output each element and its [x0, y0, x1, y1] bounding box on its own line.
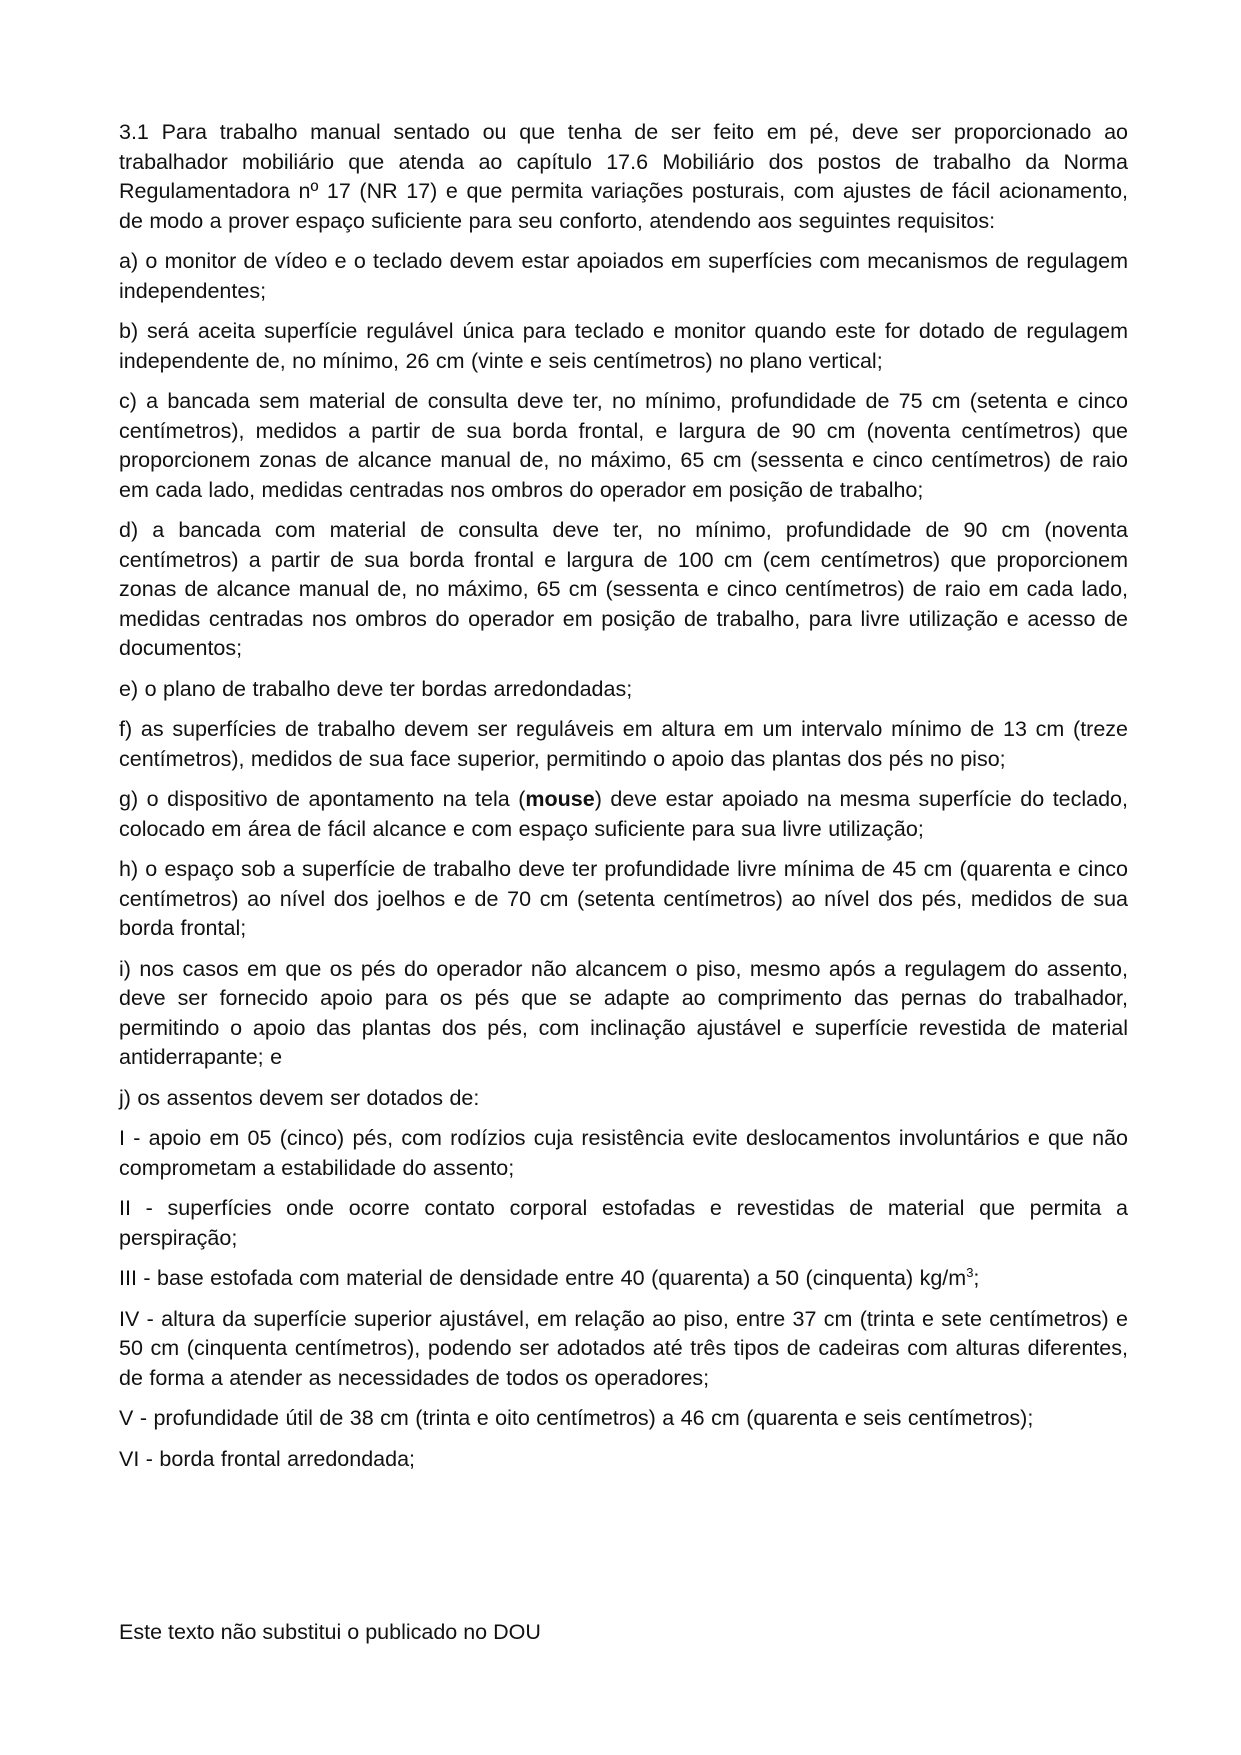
document-body — [119, 118, 1128, 1485]
roman-item-iii — [119, 1264, 1128, 1294]
list-item-i: i) nos casos em que os pés do operador não alcancem o piso, mesmo após a regulagem do assento, deve ser fornecido apoio para os pés que se adapte ao comprimento das pernas do trabalhador, permitindo o apoio das plantas dos pés, com inclinação ajustável e superfície revestida de material antiderrapante; e — [119, 956, 1128, 1069]
roman-item-iii-text: III - base estofada com material de densidade entre 40 (quarenta) a 50 (cinquenta) kg/m — [119, 1266, 967, 1290]
roman-item-iv: IV - altura da superfície superior ajustável, em relação ao piso, entre 37 cm (trinta e sete centímetros) e 50 cm (cinquenta centímetros), podendo ser adotados até três tipos de cadeiras com alturas diferentes, de forma a atender as necessidades de todos os operadores; — [119, 1306, 1128, 1390]
roman-item-ii: II - superfícies onde ocorre contato corporal estofadas e revestidas de material que permita a perspiração; — [119, 1196, 1128, 1250]
list-item-c: c) a bancada sem material de consulta deve ter, no mínimo, profundidade de 75 cm (setenta e cinco centímetros), medidos a partir de sua borda frontal, e largura de 90 cm (noventa centímetros) que proporcionem zonas de alcance manual de, no máximo, 65 cm (sessenta e cinco centímetros) de raio em cada lado, medidas centradas nos ombros do operador em posição de trabalho; — [119, 389, 1128, 502]
list-item-g-bold-term: mouse — [525, 787, 595, 811]
roman-item-iii-superscript: 3 — [966, 1264, 974, 1280]
roman-item-i: I - apoio em 05 (cinco) pés, com rodízios cuja resistência evite deslocamentos involuntários e que não comprometam a estabilidade do assento; — [119, 1126, 1128, 1180]
list-item-h: h) o espaço sob a superfície de trabalho deve ter profundidade livre mínima de 45 cm (quarenta e cinco centímetros) ao nível dos joelhos e de 70 cm (setenta centímetros) ao nível dos pés, medidos de sua borda frontal; — [119, 857, 1128, 940]
list-item-e: e) o plano de trabalho deve ter bordas arredondadas; — [119, 676, 633, 701]
list-item-a: a) o monitor de vídeo e o teclado devem estar apoiados em superfícies com mecanismos de regulagem independentes; — [119, 249, 1128, 303]
list-item-g-text-end: ) deve estar apoiado na mesma superfície do teclado, colocado em área de fácil alcance e com espaço suficiente para sua livre utilização; — [119, 787, 1128, 841]
roman-item-vi: VI - borda frontal arredondada; — [119, 1446, 416, 1471]
roman-item-v: V - profundidade útil de 38 cm (trinta e oito centímetros) a 46 cm (quarenta e seis centímetros); — [119, 1406, 1034, 1430]
list-item-b: b) será aceita superfície regulável única para teclado e monitor quando este for dotado de regulagem independente de, no mínimo, 26 cm (vinte e seis centímetros) no plano vertical; — [119, 319, 1128, 373]
list-item-j: j) os assentos devem ser dotados de: — [119, 1085, 480, 1110]
footer-disclaimer: Este texto não substitui o publicado no DOU — [119, 1620, 541, 1644]
list-item-g — [119, 785, 1128, 844]
paragraph-intro: 3.1 Para trabalho manual sentado ou que tenha de ser feito em pé, deve ser proporcionado ao trabalhador mobiliário que atenda ao capítulo 17.6 Mobiliário dos postos de trabalho da Norma Regulamentadora nº 17 (NR 17) e que permita variações posturais, com ajustes de fácil acionamento, de modo a prover espaço suficiente para seu conforto, atendendo aos seguintes requisitos: — [119, 120, 1128, 233]
list-item-f: f) as superfícies de trabalho devem ser reguláveis em altura em um intervalo mínimo de 13 cm (treze centímetros), medidos de sua face superior, permitindo o apoio das plantas dos pés no piso; — [119, 717, 1128, 771]
roman-item-iii-text-end: ; — [973, 1266, 980, 1290]
list-item-g-text-start: g) o dispositivo de apontamento na tela ( — [119, 787, 526, 811]
list-item-d: d) a bancada com material de consulta deve ter, no mínimo, profundidade de 90 cm (noventa centímetros) a partir de sua borda frontal e largura de 100 cm (cem centímetros) que proporcionem zonas de alcance manual de, no máximo, 65 cm (sessenta e cinco centímetros) de raio em cada lado, medidas centradas nos ombros do operador em posição de trabalho, para livre utilização e acesso de documentos; — [119, 518, 1128, 660]
